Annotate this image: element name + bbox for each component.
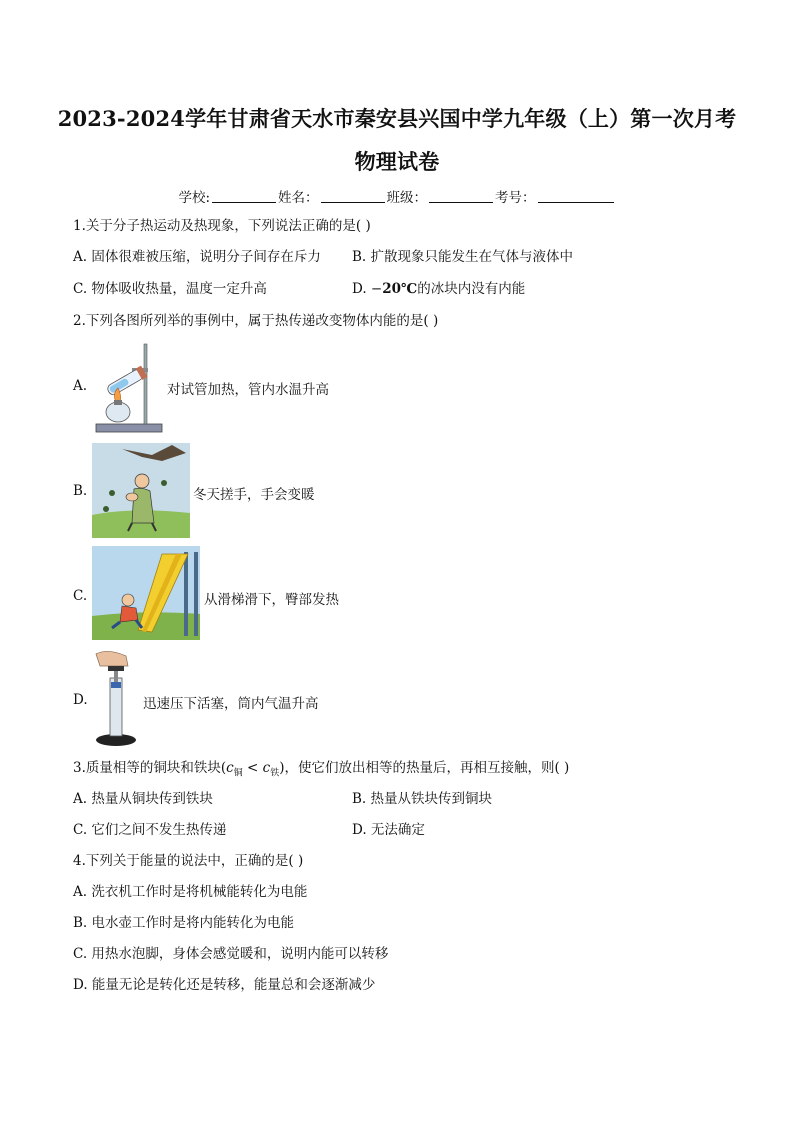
q1-option-d-text: 的冰块内没有内能	[417, 281, 526, 297]
q2-option-b-label: B.	[73, 483, 88, 499]
q2-option-c-label: C.	[73, 588, 88, 604]
q2-option-a-label: A.	[73, 378, 88, 394]
q1-option-d	[352, 280, 525, 298]
exam-title-line2: 物理试卷	[354, 149, 440, 174]
q1-option-c: C. 物体吸收热量，温度一定升高	[73, 281, 267, 297]
rubbing-hands-figure	[92, 443, 190, 538]
number-blank	[538, 190, 614, 203]
slide-figure	[92, 546, 200, 640]
class-label: 班级：	[386, 190, 428, 206]
q1-stem: 1.关于分子热运动及热现象，下列说法正确的是( )	[73, 218, 371, 234]
q3-c-copper: c	[226, 760, 234, 776]
student-info-row	[0, 186, 794, 206]
test-tube-heating-figure	[92, 340, 168, 434]
q3-c-iron: c	[262, 760, 271, 776]
q1-option-b: B. 扩散现象只能发生在气体与液体中	[352, 249, 574, 265]
q4-option-d: D. 能量无论是转化还是转移，能量总和会逐渐减少	[73, 977, 376, 993]
q4-option-a: A. 洗衣机工作时是将机械能转化为电能	[73, 884, 308, 900]
q3-option-c: C. 它们之间不发生热传递	[73, 822, 227, 838]
class-blank	[429, 190, 493, 203]
q2-option-c-text: 从滑梯滑下，臀部发热	[204, 592, 339, 608]
q1-option-a: A. 固体很难被压缩，说明分子间存在斥力	[73, 249, 321, 265]
q3-stem-end: )，使它们放出相等的热量后，再相互接触，则( )	[279, 760, 570, 776]
name-label: 姓名：	[278, 190, 319, 206]
q3-c-iron-sub: 铁	[270, 768, 280, 779]
q3-option-a: A. 热量从铜块传到铁块	[73, 791, 213, 807]
q2-option-d-label: D.	[73, 692, 88, 708]
q3-c-copper-sub: 铜	[233, 768, 243, 779]
q3-less-than: <	[242, 760, 263, 776]
q3-stem	[73, 759, 569, 783]
q2-option-a-text: 对试管加热，管内水温升高	[167, 382, 329, 398]
school-label: 学校:	[178, 190, 211, 206]
q4-option-c: C. 用热水泡脚，身体会感觉暖和，说明内能可以转移	[73, 946, 389, 962]
q3-option-d: D. 无法确定	[352, 822, 425, 838]
q1-option-d-temp: 20℃	[382, 281, 418, 297]
name-blank	[321, 190, 385, 203]
q1-option-d-prefix: D. −	[352, 281, 383, 297]
q3-stem-start: 3.质量相等的铜块和铁块(	[73, 760, 227, 776]
q3-option-b: B. 热量从铁块传到铜块	[352, 791, 493, 807]
piston-pump-figure	[92, 648, 142, 748]
number-label: 考号：	[495, 190, 536, 206]
q2-stem: 2.下列各图所列举的事例中，属于热传递改变物体内能的是( )	[73, 313, 439, 329]
q4-option-b: B. 电水壶工作时是将内能转化为电能	[73, 915, 295, 931]
q2-option-b-text: 冬天搓手，手会变暖	[193, 487, 315, 503]
q2-option-d-text: 迅速压下活塞，筒内气温升高	[143, 696, 319, 712]
school-blank	[212, 190, 276, 203]
exam-title-line1: 2023-2024学年甘肃省天水市秦安县兴国中学九年级（上）第一次月考	[57, 106, 737, 131]
q4-stem: 4.下列关于能量的说法中，正确的是( )	[73, 853, 304, 869]
